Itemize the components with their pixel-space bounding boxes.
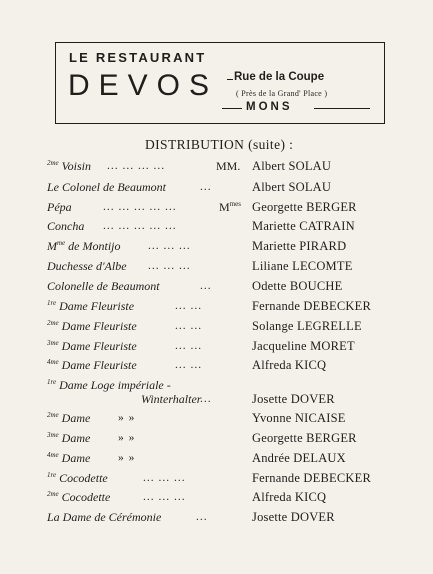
cast-role <box>47 200 72 214</box>
cast-role-text: Le Colonel de Beaumont <box>47 180 166 194</box>
cast-leader-dots: » » <box>118 412 136 424</box>
cast-actor: Albert SOLAU <box>252 159 332 173</box>
cast-actor: Georgette BERGER <box>252 200 357 214</box>
cast-honorific: $M^{mes}$ <box>219 200 241 214</box>
cast-leader-dots: ... ... ... <box>143 472 186 484</box>
cast-actor: Alfreda KICQ <box>252 358 327 372</box>
cast-actor: Albert SOLAU <box>252 180 332 194</box>
cast-role-text: Dame <box>61 411 91 425</box>
cast-leader-dots: ... <box>200 181 212 193</box>
advert-street: Rue de la Coupe <box>234 71 325 83</box>
cast-role <box>47 299 134 313</box>
cast-leader-dots: ... <box>200 393 212 405</box>
cast-role-text: Duchesse d'Albe <box>47 259 127 273</box>
cast-role <box>47 358 137 372</box>
cast-role <box>47 431 90 445</box>
cast-leader-dots: ... ... ... ... ... <box>103 220 177 232</box>
cast-role <box>47 239 121 253</box>
cast-role-text: Pépa <box>47 200 72 214</box>
cast-role <box>47 451 90 465</box>
cast-role-text: Voisin <box>61 159 92 173</box>
distribution-heading: DISTRIBUTION (suite) : <box>145 137 294 152</box>
cast-actor: Mariette PIRARD <box>252 239 347 253</box>
cast-actor: Jacqueline MORET <box>252 339 355 353</box>
cast-role-text: Dame Fleuriste <box>59 299 135 313</box>
cast-role <box>47 411 90 425</box>
cast-leader-dots: ... ... ... ... <box>107 160 166 172</box>
cast-role <box>47 471 108 485</box>
cast-role-text: Dame Fleuriste <box>61 339 137 353</box>
cast-role-ordinal: 2me <box>47 319 59 327</box>
cast-role-text: Dame Loge impériale - <box>59 378 171 392</box>
advert-location-note: ( Près de la Grand' Place ) <box>236 89 328 98</box>
cast-role-ordinal: me <box>57 239 66 247</box>
cast-role-prefix: M <box>47 239 57 253</box>
cast-role-continuation: Winterhalter <box>141 392 202 406</box>
cast-role-ordinal: 2me <box>47 159 59 167</box>
cast-role <box>47 180 166 194</box>
cast-role-text: Colonelle de Beaumont <box>47 279 160 293</box>
cast-actor: Georgette BERGER <box>252 431 357 445</box>
cast-role-text: Dame Fleuriste <box>61 358 137 372</box>
cast-actor: Liliane LECOMTE <box>252 259 353 273</box>
cast-role-text: Concha <box>47 219 85 233</box>
cast-leader-dots: ... ... <box>175 320 203 332</box>
cast-role-text: Dame <box>61 451 91 465</box>
cast-leader-dots: ... ... <box>175 359 203 371</box>
cast-role-ordinal: 3me <box>47 431 59 439</box>
cast-role <box>47 319 137 333</box>
cast-leader-dots: ... ... ... <box>148 260 191 272</box>
cast-leader-dots: ... <box>196 511 208 523</box>
cast-role-text: Cocodette <box>59 471 108 485</box>
cast-role <box>47 279 160 293</box>
cast-role-text: Dame Fleuriste <box>61 319 137 333</box>
cast-role <box>47 339 137 353</box>
cast-actor: Alfreda KICQ <box>252 490 327 504</box>
cast-actor: Mariette CATRAIN <box>252 219 355 233</box>
cast-leader-dots: » » <box>118 452 136 464</box>
cast-role-ordinal: 4me <box>47 451 59 459</box>
cast-role-ordinal: 4me <box>47 358 59 366</box>
cast-leader-dots: ... ... ... <box>148 240 191 252</box>
cast-role-text: Cocodette <box>61 490 111 504</box>
cast-role <box>47 219 84 233</box>
cast-role-ordinal: 1re <box>47 299 57 307</box>
cast-leader-dots: ... ... <box>175 340 203 352</box>
cast-role-ordinal: 1re <box>47 378 57 386</box>
cast-leader-dots: ... ... <box>175 300 203 312</box>
cast-honorific: MM. <box>216 159 241 173</box>
cast-actor: Fernande DEBECKER <box>252 299 372 313</box>
cast-actor: Fernande DEBECKER <box>252 471 372 485</box>
cast-role-ordinal: 2me <box>47 411 59 419</box>
cast-role-ordinal: 1re <box>47 471 57 479</box>
cast-role <box>47 510 161 524</box>
cast-actor: Odette BOUCHE <box>252 279 343 293</box>
cast-role <box>47 378 171 392</box>
advert-restaurant-name: DEVOS <box>68 69 219 102</box>
cast-actor: Andrée DELAUX <box>252 451 346 465</box>
cast-actor: Josette DOVER <box>252 392 335 406</box>
cast-role <box>47 159 91 173</box>
cast-role-text: La Dame de Cérémonie <box>47 510 162 524</box>
cast-role <box>47 490 110 504</box>
advert-top-line: LE RESTAURANT <box>69 50 207 65</box>
cast-leader-dots: ... ... ... ... ... <box>103 201 177 213</box>
cast-role-text: Dame <box>61 431 91 445</box>
cast-role-ordinal: 2me <box>47 490 59 498</box>
cast-leader-dots: ... ... ... <box>143 491 186 503</box>
cast-actor: Solange LEGRELLE <box>252 319 362 333</box>
cast-actor: Yvonne NICAISE <box>252 411 346 425</box>
advert-city: MONS <box>246 101 293 113</box>
cast-role <box>47 259 127 273</box>
cast-leader-dots: » » <box>118 432 136 444</box>
cast-role-text: de Montijo <box>68 239 121 253</box>
cast-role-ordinal: 3me <box>47 339 59 347</box>
cast-leader-dots: ... <box>200 280 212 292</box>
cast-actor: Josette DOVER <box>252 510 335 524</box>
